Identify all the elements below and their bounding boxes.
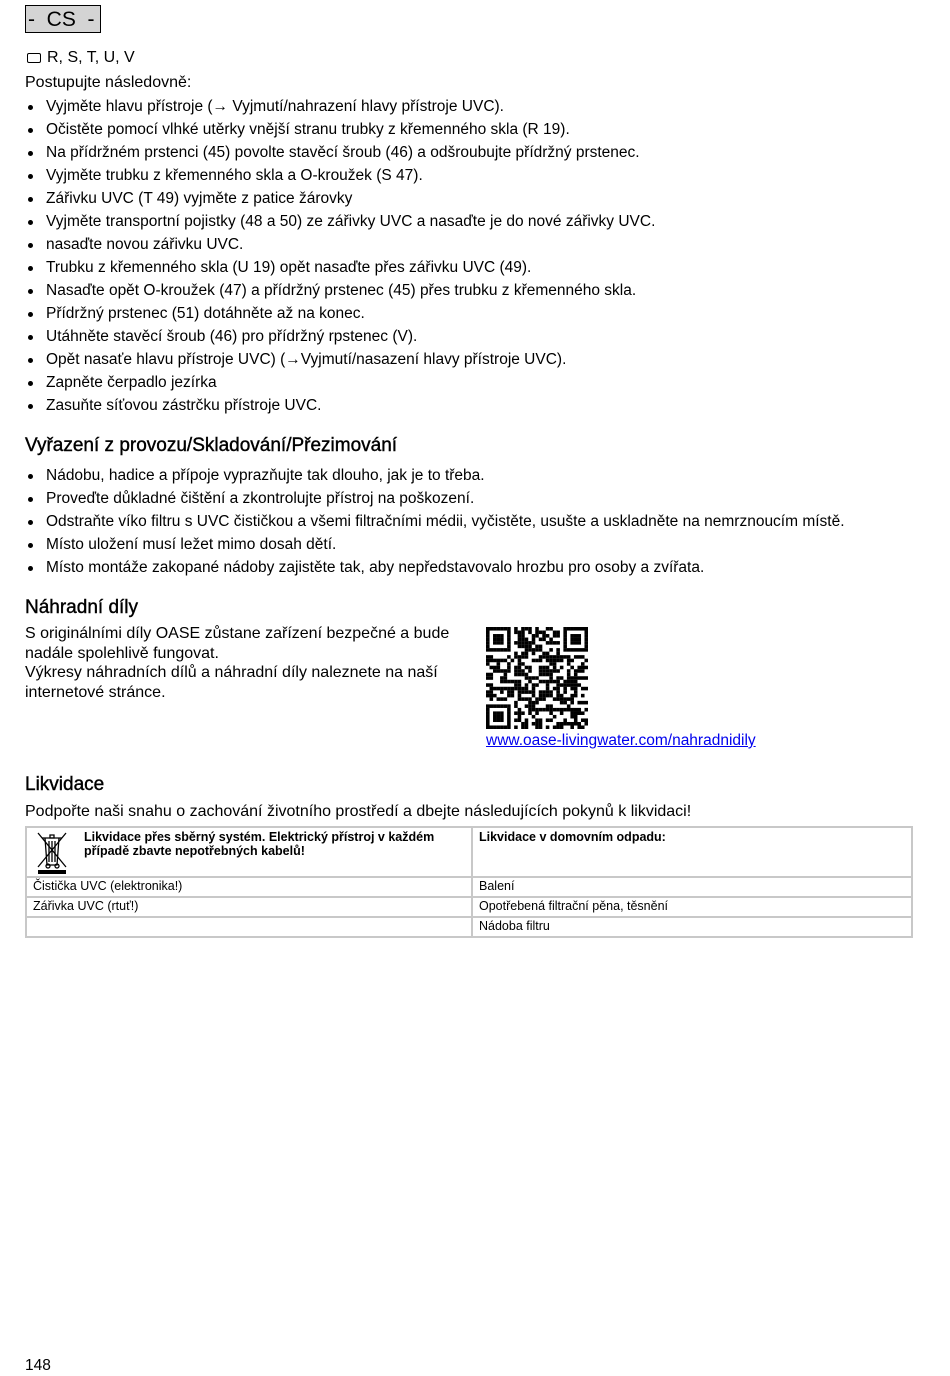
- list-item: Trubku z křemenného skla (U 19) opět nasaďte přes zářivku UVC (49).: [25, 256, 655, 279]
- table-header-text: Likvidace přes sběrný systém. Elektrický přístroj v každém případě zbavte nepotřebných kabelů!: [84, 830, 435, 858]
- table-row: [26, 917, 912, 937]
- disposal-intro: Podpořte naši snahu o zachování životního prostředí a dbejte následujících pokynů k likvidaci!: [25, 803, 692, 820]
- list-item: Proveďte důkladné čištění a zkontrolujte přístroj na poškození.: [25, 487, 845, 510]
- list-item: Nádobu, hadice a přípoje vyprazňujte tak dlouho, jak je to třeba.: [25, 464, 845, 487]
- crossed-bin-icon: [32, 829, 72, 875]
- table-row: [26, 897, 912, 917]
- list-item: Na přídržném prstenci (45) povolte stavěcí šroub (46) a odšroubujte přídržný prstenec.: [25, 141, 655, 164]
- figure-reference: [27, 48, 135, 68]
- spare-parts-paragraph: Výkresy náhradních dílů a náhradní díly naleznete na naší internetové stránce.: [25, 664, 438, 701]
- list-item: Opět nasaťe hlavu přístroje UVC) (→Vyjmutí/nasazení hlavy přístroje UVC).: [25, 348, 655, 371]
- page-number: 148: [25, 1357, 51, 1374]
- list-item: Vyjměte hlavu přístroje (→ Vyjmutí/nahrazení hlavy přístroje UVC).: [25, 95, 655, 118]
- list-item: nasaďte novou zářivku UVC.: [25, 233, 655, 256]
- spare-parts-paragraph: S originálními díly OASE zůstane zařízení bezpečné a bude nadále spolehlivě fungovat.: [25, 625, 450, 662]
- figure-reference-text: R, S, T, U, V: [47, 49, 135, 66]
- list-item: Místo montáže zakopané nádoby zajistěte tak, aby nepředstavovalo hrozbu pro osoby a zvířata.: [25, 556, 845, 579]
- list-item: Nasaďte opět O-kroužek (47) a přídržný prstenec (45) přes trubku z křemenného skla.: [25, 279, 655, 302]
- list-item: Odstraňte víko filtru s UVC čističkou a všemi filtračními médii, vyčistěte, usušte a uskladněte na nemrznoucím místě.: [25, 510, 845, 533]
- list-item: Vyjměte transportní pojistky (48 a 50) ze zářivky UVC a nasaďte je do nové zářivky UVC.: [25, 210, 655, 233]
- table-header-collection: [26, 827, 472, 877]
- disposal-heading: Likvidace: [25, 774, 105, 795]
- list-item: Očistěte pomocí vlhké utěrky vnější stranu trubky z křemenného skla (R 19).: [25, 118, 655, 141]
- language-tag: - CS -: [25, 5, 101, 33]
- list-item: Utáhněte stavěcí šroub (46) pro přídržný rpstenec (V).: [25, 325, 655, 348]
- table-cell: Balení: [472, 877, 912, 897]
- table-header-text: Likvidace v domovním odpadu:: [479, 830, 666, 844]
- table-cell: [26, 917, 472, 937]
- intro-text: Postupujte následovně:: [25, 74, 192, 91]
- spare-parts-text: [25, 624, 470, 702]
- table-cell: Zářivka UVC (rtuť!): [26, 897, 472, 917]
- list-item: Zapněte čerpadlo jezírka: [25, 371, 655, 394]
- table-cell: Nádoba filtru: [472, 917, 912, 937]
- disposal-table: [25, 826, 913, 938]
- book-icon: [27, 53, 41, 63]
- list-item: Místo uložení musí ležet mimo dosah dětí.: [25, 533, 845, 556]
- table-cell: Čistička UVC (elektronika!): [26, 877, 472, 897]
- table-row: [26, 827, 912, 877]
- qr-code[interactable]: [486, 627, 588, 729]
- table-cell: Opotřebená filtrační pěna, těsnění: [472, 897, 912, 917]
- table-header-household: [472, 827, 912, 877]
- steps-list: [25, 95, 655, 417]
- spare-parts-link[interactable]: www.oase-livingwater.com/nahradnidily: [486, 732, 756, 749]
- storage-heading: Vyřazení z provozu/Skladování/Přezimování: [25, 435, 398, 456]
- spare-parts-heading: Náhradní díly: [25, 597, 139, 618]
- table-row: [26, 877, 912, 897]
- list-item: Zasuňte síťovou zástrčku přístroje UVC.: [25, 394, 655, 417]
- list-item: Přídržný prstenec (51) dotáhněte až na konec.: [25, 302, 655, 325]
- list-item: Vyjměte trubku z křemenného skla a O-kroužek (S 47).: [25, 164, 655, 187]
- list-item: Zářivku UVC (T 49) vyjměte z patice žárovky: [25, 187, 655, 210]
- storage-list: [25, 464, 845, 579]
